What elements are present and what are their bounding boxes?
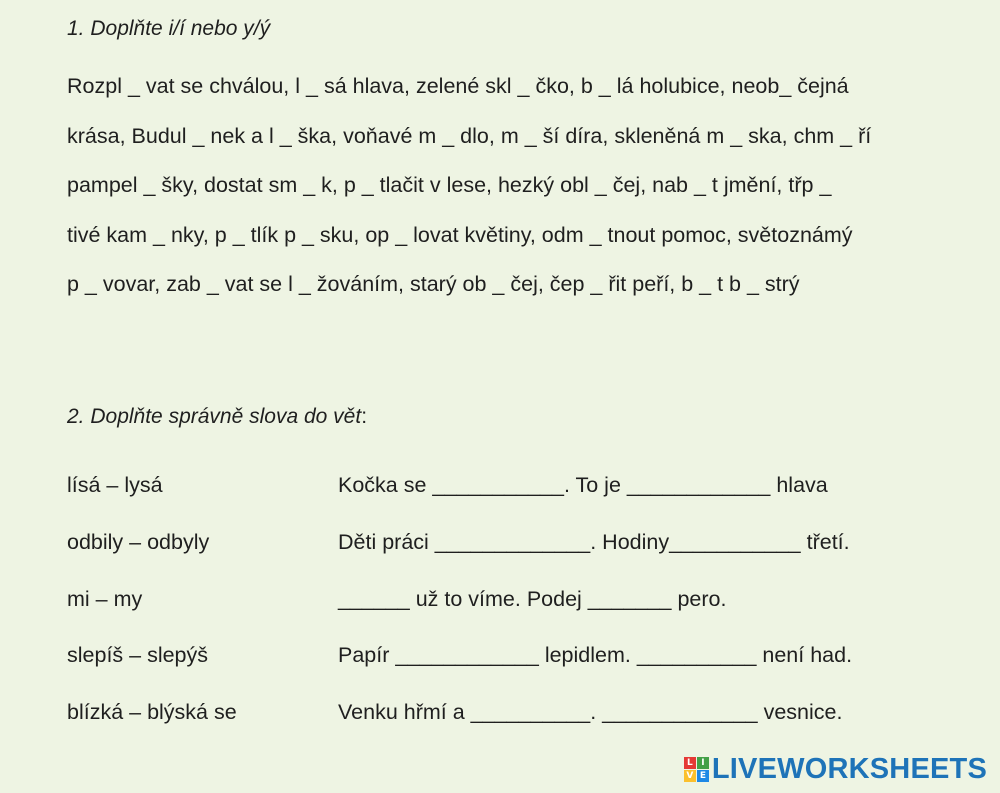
exercise-2-heading: [67, 405, 367, 429]
exercise-1-line: tivé kam _ nky, p _ tlík p _ sku, op _ lovat květiny, odm _ tnout pomoc, světoznámý: [67, 222, 853, 247]
exercise-1-line: Rozpl _ vat se chválou, l _ sá hlava, zelené skl _ čko, b _ lá holubice, neob_ čejná: [67, 74, 849, 98]
word-pair: mi – my: [67, 587, 143, 611]
live-mark-icon: [684, 757, 709, 782]
live-mark-letter: V: [684, 770, 696, 782]
live-mark-letter: E: [697, 770, 709, 782]
word-pair: blízká – blýská se: [67, 700, 237, 724]
exercise-1-line: pampel _ šky, dostat sm _ k, p _ tlačit v lese, hezký obl _ čej, nab _ t jmění, třp _: [67, 173, 832, 197]
word-pair: odbily – odbyly: [67, 530, 210, 554]
live-mark-letter: L: [684, 757, 696, 769]
live-mark-letter: I: [697, 757, 709, 769]
exercise-1-line: p _ vovar, zab _ vat se l _ žováním, starý ob _ čej, čep _ řit peří, b _ t b _ strý: [67, 272, 800, 296]
exercise-2-row: [67, 587, 980, 617]
logo-text: LIVEWORKSHEETS: [711, 752, 987, 785]
fill-sentence: Děti práci _____________. Hodiny___________ třetí.: [338, 530, 850, 554]
fill-sentence: Papír ____________ lepidlem. __________ není had.: [338, 643, 853, 667]
liveworksheets-logo: [684, 753, 987, 785]
exercise-2-row: [67, 530, 980, 560]
exercise-2-row: [67, 643, 980, 673]
exercise-2-row: [67, 700, 980, 730]
fill-sentence: Kočka se ___________. To je ____________ hlava: [338, 473, 828, 497]
exercise-1-heading-text: 1. Doplňte i/í nebo y/ý: [67, 17, 271, 40]
exercise-2-heading-colon: :: [361, 405, 368, 428]
exercise-2-row: [67, 473, 980, 503]
fill-sentence: Venku hřmí a __________. _____________ vesnice.: [338, 700, 843, 724]
fill-sentence: ______ už to víme. Podej _______ pero.: [338, 587, 727, 611]
exercise-1-line: krása, Budul _ nek a l _ ška, voňavé m _ dlo, m _ ší díra, skleněná m _ ska, chm _ ří: [67, 123, 872, 148]
word-pair: lísá – lysá: [67, 473, 163, 497]
exercise-2-heading-text: 2. Doplňte správně slova do vět: [67, 405, 362, 428]
exercise-1-text: [67, 70, 987, 318]
exercise-1-heading: [67, 17, 270, 41]
word-pair: slepíš – slepýš: [67, 643, 209, 667]
